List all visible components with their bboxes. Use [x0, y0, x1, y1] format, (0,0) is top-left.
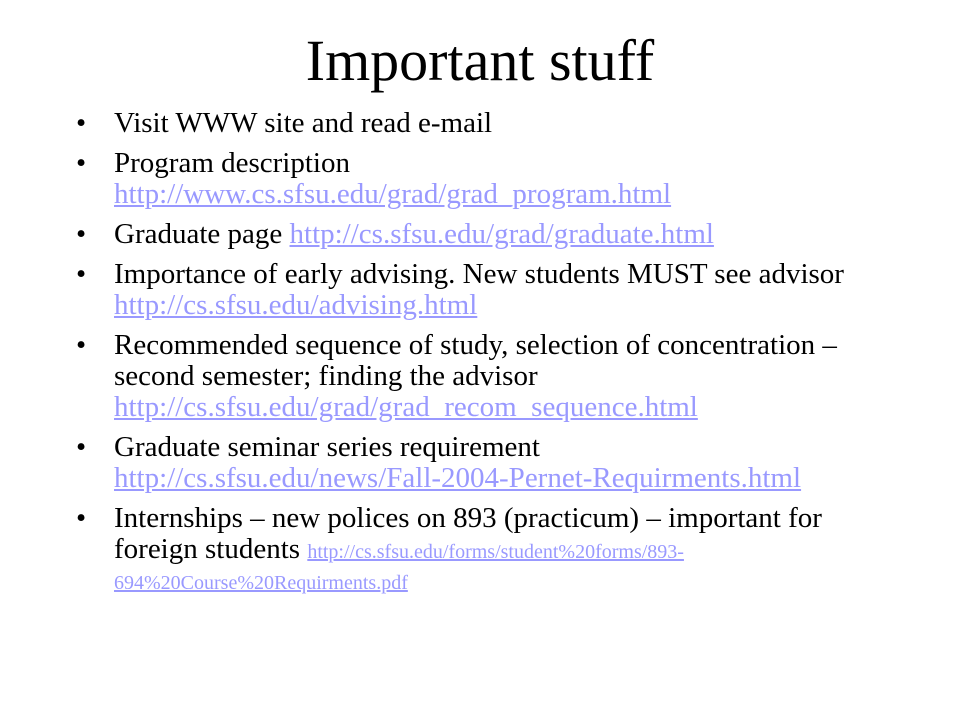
list-item: [76, 108, 896, 139]
recommended-sequence-link[interactable]: http://cs.sfsu.edu/grad/grad_recom_sequence.html: [114, 391, 698, 423]
item-text: Internships – new polices on 893 (practicum) – important for foreign students: [114, 502, 822, 565]
list-item: [76, 259, 896, 321]
program-description-link[interactable]: http://www.cs.sfsu.edu/grad/grad_program.html: [114, 178, 672, 210]
bullet-icon: •: [76, 107, 87, 139]
bullet-list: [76, 108, 896, 605]
item-text: Graduate page: [114, 218, 290, 250]
link-line-2: 694%20Course%20Requirments.pdf: [114, 572, 408, 594]
bullet-icon: •: [76, 218, 87, 250]
list-item: [76, 330, 896, 423]
item-text: Visit WWW site and read e-mail: [114, 107, 493, 139]
bullet-icon: •: [76, 502, 87, 534]
item-text: Importance of early advising. New students MUST see advisor: [114, 258, 844, 290]
list-item: [76, 219, 896, 250]
list-item: [76, 503, 896, 596]
advising-link[interactable]: http://cs.sfsu.edu/advising.html: [114, 289, 478, 321]
list-item: [76, 148, 896, 210]
item-text: Graduate seminar series requirement: [114, 431, 540, 463]
seminar-requirements-link[interactable]: http://cs.sfsu.edu/news/Fall-2004-Pernet-Requirments.html: [114, 462, 802, 494]
bullet-icon: •: [76, 329, 87, 361]
list-item: [76, 432, 896, 494]
bullet-icon: •: [76, 258, 87, 290]
slide-title: Important stuff: [305, 28, 655, 93]
link-line-1: http://cs.sfsu.edu/forms/student%20forms/893-: [307, 541, 684, 563]
graduate-page-link[interactable]: http://cs.sfsu.edu/grad/graduate.html: [289, 218, 714, 250]
bullet-icon: •: [76, 431, 87, 463]
item-text: Program description: [114, 147, 350, 179]
item-text: Recommended sequence of study, selection of concentration – second semester; finding the advisor: [114, 329, 837, 392]
bullet-icon: •: [76, 147, 87, 179]
